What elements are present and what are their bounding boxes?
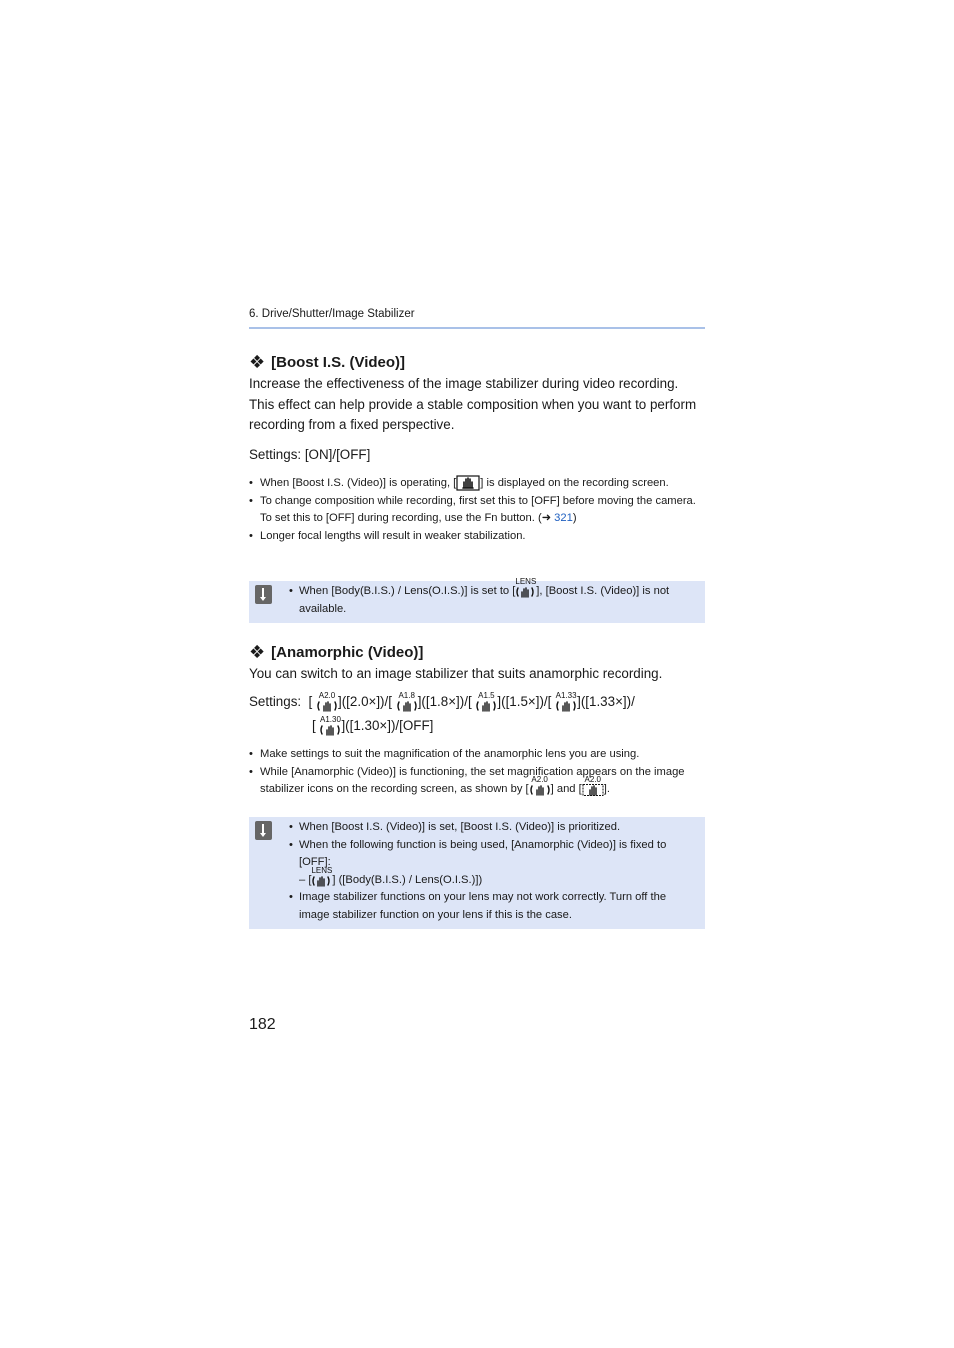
list-item: • Make settings to suit the magnification of the anamorphic lens you are using. xyxy=(249,746,705,764)
diamond-ornament-icon: ❖ xyxy=(249,352,266,372)
section-intro: You can switch to an image stabilizer that suits anamorphic recording. xyxy=(249,666,663,681)
settings-label: Settings: xyxy=(249,694,302,709)
list-item: • When the following function is being used, [Anamorphic (Video)] is fixed to [OFF]: – [ LENS ] ([Body(B.I.S.) / Lens(O.I.S.)]) xyxy=(289,837,695,890)
section-title: [Anamorphic (Video)] xyxy=(271,643,424,661)
running-head: 6. Drive/Shutter/Image Stabilizer xyxy=(249,308,415,320)
lens-ois-icon: LENS xyxy=(311,867,332,887)
note-box xyxy=(249,817,705,929)
note-pencil-icon xyxy=(255,585,272,604)
list-item: • To change composition while recording, first set this to [OFF] before moving the camera. To set this to [OFF] during recording, use the Fn button. (➜ 321) xyxy=(249,493,705,528)
diamond-ornament-icon: ❖ xyxy=(249,642,266,662)
anamorphic-1-5-icon: A1.5 xyxy=(475,692,497,712)
list-item: • When [Body(B.I.S.) / Lens(O.I.S.)] is set to [ LENS ], [Boost I.S. (Video)] is not available. xyxy=(289,583,695,618)
anamorphic-1-30-icon: A1.30 xyxy=(319,716,341,736)
list-item: • Image stabilizer functions on your lens may not work correctly. Turn off the image stabilizer function on your lens if this is the case. xyxy=(289,889,695,924)
list-item: • When [Boost I.S. (Video)] is operating, [ ] is displayed on the recording screen. xyxy=(249,475,705,493)
list-item: • While [Anamorphic (Video)] is functioning, the set magnification appears on the image stabilizer icons on the recording screen, as shown by [ A2.0 ] and [ A2.0 ]. xyxy=(249,764,705,799)
sub-note: – [ LENS ] ([Body(B.I.S.) / Lens(O.I.S.)]) xyxy=(299,865,483,886)
lens-ois-icon: LENS xyxy=(515,578,536,598)
anamorphic-status-icon: A2.0 xyxy=(529,776,551,796)
note-box xyxy=(249,577,705,623)
settings-line: Settings: [ON]/[OFF] xyxy=(249,447,371,462)
boost-is-hand-icon xyxy=(456,475,480,491)
page-reference-link[interactable]: 321 xyxy=(554,512,573,524)
bullet-list xyxy=(249,746,705,799)
anamorphic-1-8-icon: A1.8 xyxy=(396,692,418,712)
anamorphic-2-0-icon: A2.0 xyxy=(316,692,338,712)
page-number: 182 xyxy=(249,1016,276,1033)
header-rule xyxy=(249,327,705,329)
section-heading-anamorphic xyxy=(249,643,423,661)
anamorphic-1-33-icon: A1.33 xyxy=(555,692,577,712)
section-heading-boost-is xyxy=(249,353,405,371)
sub-note: To set this to [OFF] during recording, use the Fn button. (➜ 321) xyxy=(260,512,577,524)
anamorphic-boost-status-icon: A2.0 xyxy=(582,776,604,796)
list-item: • When [Boost I.S. (Video)] is set, [Boost I.S. (Video)] is prioritized. xyxy=(289,819,695,837)
arrow-icon: ➜ xyxy=(541,512,552,524)
note-pencil-icon xyxy=(255,821,272,840)
list-item: • Longer focal lengths will result in weaker stabilization. xyxy=(249,528,705,546)
section-title: [Boost I.S. (Video)] xyxy=(271,353,406,371)
section-intro: Increase the effectiveness of the image stabilizer during video recording. This effect can help provide a stable composition when you want to perform recording from a fixed perspective. xyxy=(249,376,697,432)
bullet-list xyxy=(249,475,705,545)
anamorphic-settings: Settings: [ A2.0 ]([2.0×])/[ A1.8 ]([1.8×])/[ A1.5 ]([1.5×])/[ A1.33 ]([1.33×])/ [ A1.30 ]([1.30×])/[OFF] xyxy=(249,690,705,738)
